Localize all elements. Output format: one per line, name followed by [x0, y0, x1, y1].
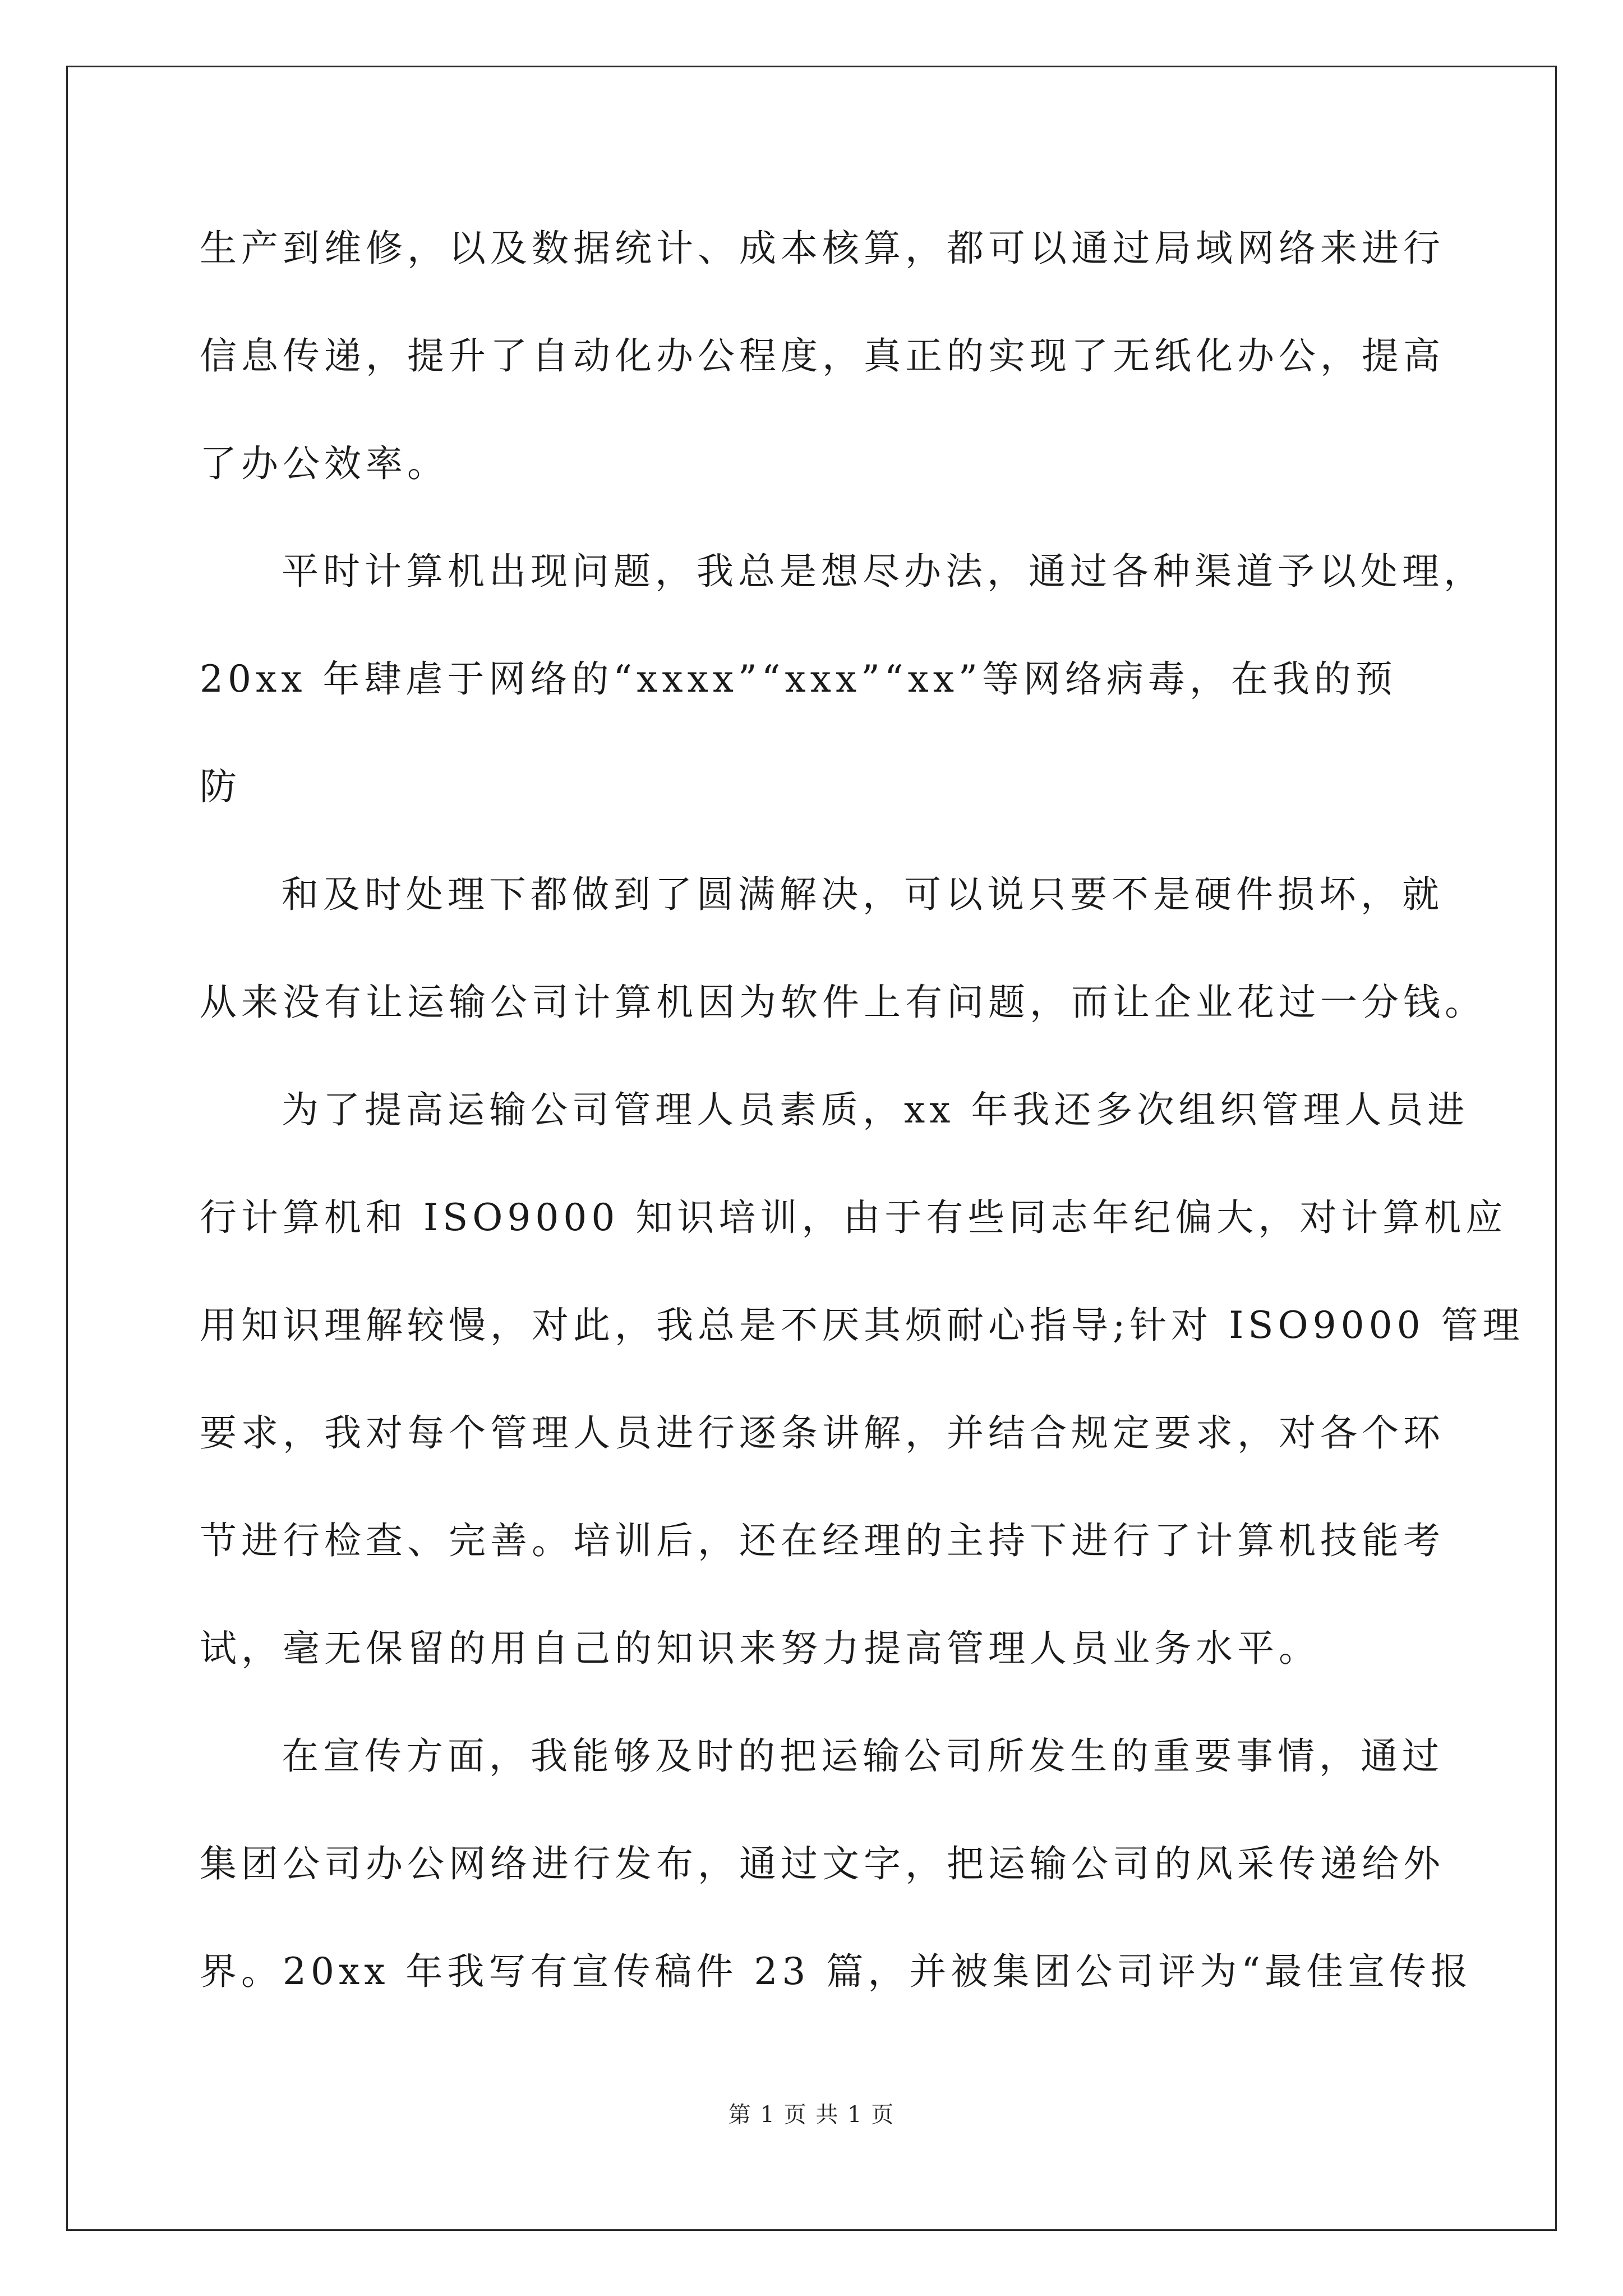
body-text-line: 界。20xx 年我写有宣传稿件 23 篇，并被集团公司评为“最佳宣传报 — [200, 1950, 1473, 1993]
body-text-line: 用知识理解较慢，对此，我总是不厌其烦耐心指导;针对 ISO9000 管理 — [200, 1304, 1524, 1347]
paragraph-first-line: 为了提高运输公司管理人员素质，xx 年我还多次组织管理人员进 — [282, 1088, 1469, 1131]
page-border — [66, 66, 1557, 2231]
paragraph-first-line: 和及时处理下都做到了圆满解决，可以说只要不是硬件损坏，就 — [282, 873, 1444, 916]
body-text-line: 信息传递，提升了自动化办公程度，真正的实现了无纸化办公，提高 — [200, 334, 1445, 378]
body-text-line: 试，毫无保留的用自己的知识来努力提高管理人员业务水平。 — [200, 1627, 1320, 1670]
body-text-line: 行计算机和 ISO9000 知识培训，由于有些同志年纪偏大，对计算机应 — [200, 1196, 1507, 1239]
body-text-line: 节进行检查、完善。培训后，还在经理的主持下进行了计算机技能考 — [200, 1519, 1445, 1562]
paragraph-first-line: 平时计算机出现问题，我总是想尽办法，通过各种渠道予以处理， — [282, 550, 1485, 593]
body-text-line: 从来没有让运输公司计算机因为软件上有问题，而让企业花过一分钱。 — [200, 981, 1486, 1024]
body-text-line: 了办公效率。 — [200, 442, 449, 485]
body-text-line: 集团公司办公网络进行发布，通过文字，把运输公司的风采传递给外 — [200, 1842, 1445, 1885]
page-number-footer: 第 1 页 共 1 页 — [728, 2102, 895, 2128]
body-text-line: 20xx 年肆虐于网络的“xxxx”“xxx”“xx”等网络病毒，在我的预 — [200, 657, 1397, 701]
body-text-line: 生产到维修，以及数据统计、成本核算，都可以通过局域网络来进行 — [200, 227, 1445, 270]
body-text-line: 要求，我对每个管理人员进行逐条讲解，并结合规定要求，对各个环 — [200, 1411, 1445, 1455]
paragraph-first-line: 在宣传方面，我能够及时的把运输公司所发生的重要事情，通过 — [282, 1734, 1444, 1778]
body-text-line: 防 — [200, 765, 241, 808]
